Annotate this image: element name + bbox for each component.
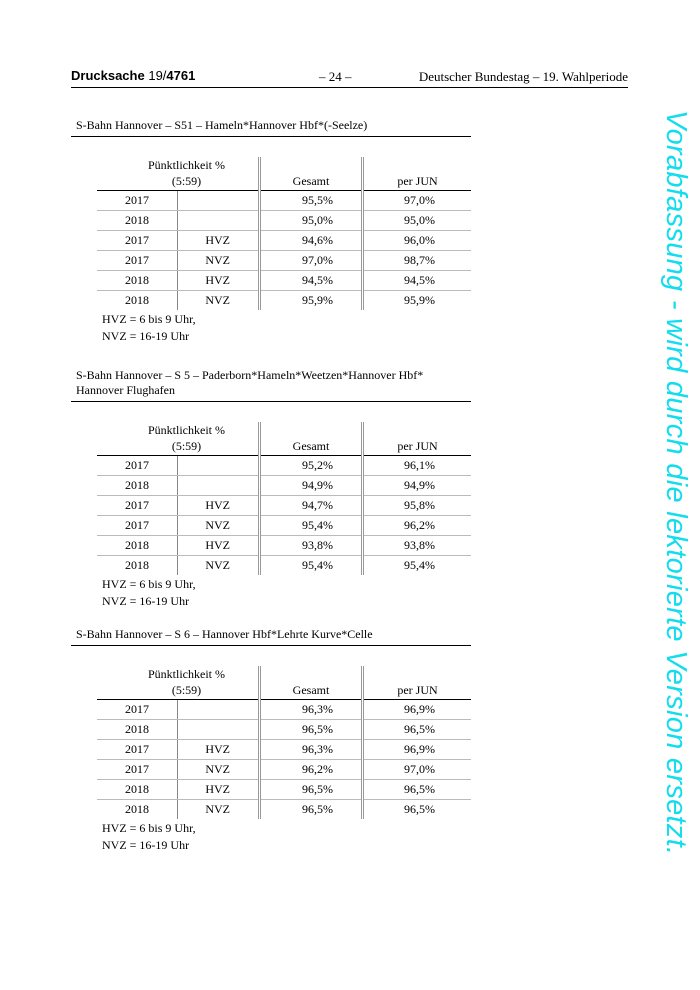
table-row xyxy=(97,800,471,820)
table-cell: 2017 xyxy=(97,740,178,760)
table-header-row xyxy=(97,666,471,700)
punctuality-table xyxy=(97,157,471,310)
section-s6 xyxy=(71,627,471,854)
table-cell: 96,9% xyxy=(363,740,472,760)
table-cell: 93,8% xyxy=(260,536,363,556)
table-cell: 2017 xyxy=(97,251,178,271)
table-cell: 95,2% xyxy=(260,456,363,476)
header-total: Gesamt xyxy=(260,422,363,456)
doc-label: Drucksache xyxy=(71,68,145,83)
header-punctuality: Pünktlichkeit % (5:59) xyxy=(97,422,260,456)
doc-prefix: 19/ xyxy=(148,68,167,83)
table-cell: 96,3% xyxy=(260,700,363,720)
table-cell: 96,5% xyxy=(363,780,472,800)
table-row xyxy=(97,496,471,516)
table-cell: HVZ xyxy=(178,536,260,556)
table-cell: 95,0% xyxy=(260,211,363,231)
table-cell: 2018 xyxy=(97,556,178,576)
table-cell: HVZ xyxy=(178,271,260,291)
table-row xyxy=(97,476,471,496)
table-cell: 95,4% xyxy=(404,558,435,572)
table-row xyxy=(97,536,471,556)
header-jun: per JUN xyxy=(363,666,472,700)
table-cell: 98,7% xyxy=(363,251,472,271)
table-cell: 2018 xyxy=(97,536,178,556)
table-cell: 2018 xyxy=(97,780,178,800)
table-row xyxy=(97,231,471,251)
table-row xyxy=(97,556,471,576)
table-cell: 2017 xyxy=(97,760,178,780)
table-cell: 94,7% xyxy=(260,496,363,516)
table-notes: HVZ = 6 bis 9 Uhr, NVZ = 16-19 Uhr xyxy=(102,312,196,343)
table-cell: 96,5% xyxy=(260,800,363,820)
table-cell: 95,9% xyxy=(260,291,363,311)
table-cell: 2017 xyxy=(97,191,178,211)
section-title: S-Bahn Hannover – S51 – Hameln*Hannover Hbf*(-Seelze) xyxy=(71,118,471,137)
table-cell: 2017 xyxy=(97,700,178,720)
table-cell xyxy=(178,700,260,720)
header-total: Gesamt xyxy=(260,666,363,700)
table-cell: NVZ xyxy=(178,800,260,820)
table-notes: HVZ = 6 bis 9 Uhr, NVZ = 16-19 Uhr xyxy=(102,577,196,608)
draft-watermark: Vorabfassung - wird durch die lektorierte Version ersetzt. xyxy=(660,110,692,856)
table-row xyxy=(97,760,471,780)
table-cell: HVZ xyxy=(178,780,260,800)
table-row xyxy=(97,700,471,720)
punctuality-table xyxy=(97,666,471,819)
table-cell: 97,0% xyxy=(363,191,472,211)
page-number: – 24 – xyxy=(319,69,352,84)
table-cell: 94,5% xyxy=(363,271,472,291)
table-header-row xyxy=(97,422,471,456)
section-s51 xyxy=(71,118,471,345)
table-cell: NVZ xyxy=(178,760,260,780)
table-cell: 96,5% xyxy=(260,720,363,740)
table-cell: HVZ xyxy=(178,496,260,516)
table-cell: 96,5% xyxy=(260,780,363,800)
table-row xyxy=(97,720,471,740)
table-row xyxy=(97,516,471,536)
table-row xyxy=(97,211,471,231)
table-cell: 2017 xyxy=(97,231,178,251)
table-cell xyxy=(178,211,260,231)
punctuality-table xyxy=(97,422,471,575)
publisher: Deutscher Bundestag – 19. Wahlperiode xyxy=(418,69,628,84)
table-cell: 2017 xyxy=(97,496,178,516)
table-cell: NVZ xyxy=(178,291,260,311)
table-cell: 94,9% xyxy=(260,476,363,496)
header-punctuality: Pünktlichkeit % (5:59) xyxy=(97,666,260,700)
table-cell: 2018 xyxy=(97,476,178,496)
table-row xyxy=(97,740,471,760)
table-cell: 2018 xyxy=(97,271,178,291)
table-cell: 96,1% xyxy=(363,456,472,476)
section-s5 xyxy=(71,368,471,610)
table-row xyxy=(97,456,471,476)
table-cell: 94,6% xyxy=(260,231,363,251)
table-cell xyxy=(178,456,260,476)
table-notes: HVZ = 6 bis 9 Uhr, NVZ = 16-19 Uhr xyxy=(102,821,196,852)
table-cell: 96,3% xyxy=(260,740,363,760)
table-cell: 97,0% xyxy=(260,251,363,271)
table-cell xyxy=(178,191,260,211)
table-cell xyxy=(178,720,260,740)
section-title: S-Bahn Hannover – S 5 – Paderborn*Hameln*Weetzen*Hannover Hbf* Hannover Flughafen xyxy=(71,368,471,402)
table-row xyxy=(97,291,471,311)
table-cell: 95,0% xyxy=(363,211,472,231)
header-total: Gesamt xyxy=(260,157,363,191)
table-cell: 96,9% xyxy=(363,700,472,720)
table-cell: 96,2% xyxy=(260,760,363,780)
table-cell: 95,8% xyxy=(363,496,472,516)
header-jun: per JUN xyxy=(363,157,472,191)
table-cell: NVZ xyxy=(178,251,260,271)
table-cell: NVZ xyxy=(178,516,260,536)
table-cell: 2018 xyxy=(97,800,178,820)
table-cell: 2017 xyxy=(97,516,178,536)
table-cell: 96,5% xyxy=(404,802,435,816)
table-cell: NVZ xyxy=(178,556,260,576)
page-header xyxy=(71,67,628,88)
table-row xyxy=(97,271,471,291)
table-cell: 97,0% xyxy=(363,760,472,780)
table-cell: HVZ xyxy=(178,740,260,760)
table-header-row xyxy=(97,157,471,191)
table-row xyxy=(97,780,471,800)
header-punctuality: Pünktlichkeit % (5:59) xyxy=(97,157,260,191)
table-cell: 93,8% xyxy=(363,536,472,556)
table-row xyxy=(97,191,471,211)
table-cell: 94,9% xyxy=(363,476,472,496)
section-title: S-Bahn Hannover – S 6 – Hannover Hbf*Lehrte Kurve*Celle xyxy=(71,627,471,646)
header-jun: per JUN xyxy=(363,422,472,456)
table-cell: 2018 xyxy=(97,211,178,231)
table-cell: 95,4% xyxy=(260,516,363,536)
table-cell: 94,5% xyxy=(260,271,363,291)
table-cell: 95,9% xyxy=(404,293,435,307)
table-cell: HVZ xyxy=(178,231,260,251)
table-row xyxy=(97,251,471,271)
document-number xyxy=(71,68,195,83)
table-cell: 95,5% xyxy=(260,191,363,211)
table-cell: 96,2% xyxy=(363,516,472,536)
table-cell: 96,5% xyxy=(363,720,472,740)
table-cell: 2018 xyxy=(97,291,178,311)
table-cell: 2018 xyxy=(97,720,178,740)
table-cell: 96,0% xyxy=(363,231,472,251)
table-cell xyxy=(178,476,260,496)
table-cell: 2017 xyxy=(97,456,178,476)
table-cell: 95,4% xyxy=(260,556,363,576)
doc-number: 4761 xyxy=(166,68,196,83)
